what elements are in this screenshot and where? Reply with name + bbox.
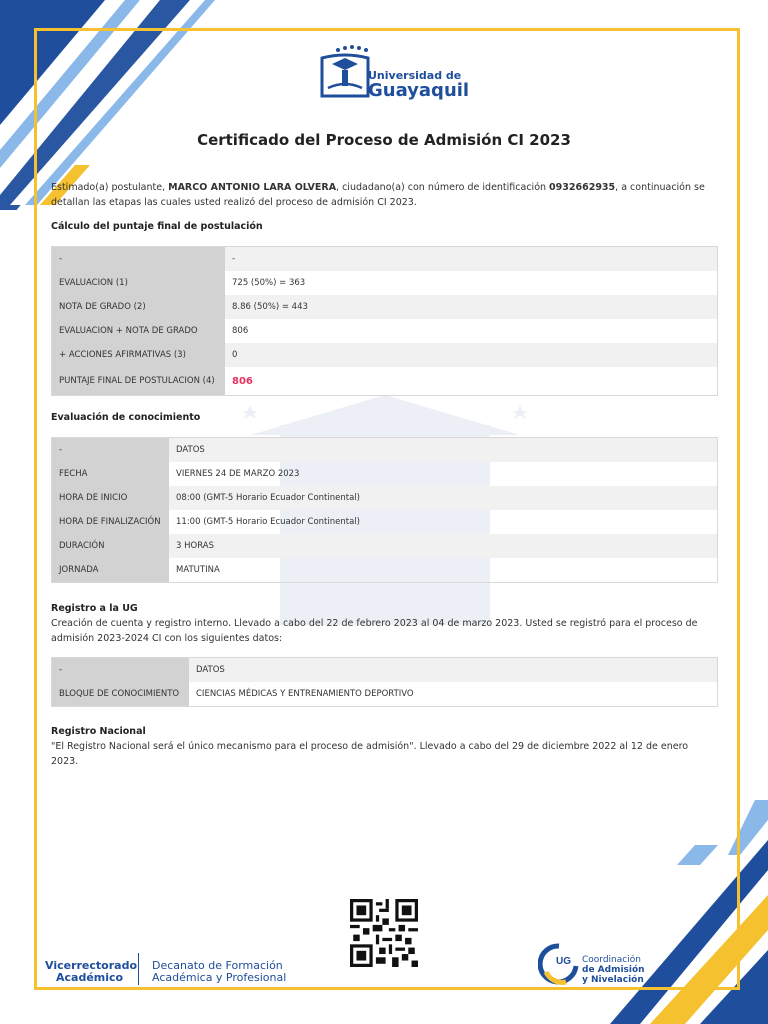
row-label: BLOQUE DE CONOCIMIENTO — [52, 682, 189, 706]
registro-ug-table — [51, 657, 718, 707]
footer-vicerrectorado-line1: Vicerrectorado — [45, 959, 137, 972]
table-row — [52, 271, 717, 295]
row-value: 725 (50%) = 363 — [232, 278, 306, 288]
table-row — [52, 682, 717, 706]
footer-coordinacion-line1: Coordinación — [582, 955, 641, 965]
intro-paragraph — [51, 180, 711, 210]
footer-vicerrectorado-line2: Académico — [56, 971, 124, 984]
table-row — [52, 319, 717, 343]
intro-suffix: , a continuación se detallan las etapas las cuales usted realizó del proceso de admisión CI 2023. — [51, 182, 705, 208]
table-row — [52, 295, 717, 319]
table-header-cell: - — [52, 658, 189, 682]
table-header-cell: - — [232, 254, 236, 264]
qr-code-icon — [350, 899, 418, 967]
registro-ug-heading: Registro a la UG — [51, 603, 138, 614]
row-value: 3 HORAS — [176, 541, 214, 551]
row-value: 08:00 (GMT-5 Horario Ecuador Continental) — [176, 493, 360, 503]
footer-coordinacion-line2: de Admisión — [582, 965, 645, 975]
table-row — [52, 343, 717, 367]
intro-prefix: Estimado(a) postulante, — [51, 182, 169, 193]
table-header-cell: DATOS — [196, 665, 225, 675]
table-row — [52, 486, 717, 510]
row-label: HORA DE FINALIZACIÓN — [52, 510, 169, 534]
row-value: VIERNES 24 DE MARZO 2023 — [176, 469, 300, 479]
row-label: PUNTAJE FINAL DE POSTULACION (4) — [52, 367, 225, 395]
row-label: + ACCIONES AFIRMATIVAS (3) — [52, 343, 225, 367]
table-header-cell: - — [52, 438, 169, 462]
footer-decanato-line1: Decanato de Formación — [152, 959, 283, 972]
footer-decanato-line2: Académica y Profesional — [152, 971, 287, 984]
registro-nacional-heading: Registro Nacional — [51, 726, 146, 737]
row-value: 806 — [232, 326, 249, 336]
eval-section-heading: Evaluación de conocimiento — [51, 412, 201, 423]
registro-ug-text: Creación de cuenta y registro interno. Llevado a cabo del 22 de febrero 2023 al 04 de marzo 2023. Usted se registró para el proceso de admisión 2023-2024 CI con los siguientes datos: — [51, 618, 698, 644]
row-value: 8.86 (50%) = 443 — [232, 302, 308, 312]
eval-table — [51, 437, 718, 583]
intro-middle: , ciudadano(a) con número de identificación — [336, 182, 550, 193]
row-label: EVALUACION (1) — [52, 271, 225, 295]
row-value: CIENCIAS MÉDICAS Y ENTRENAMIENTO DEPORTIVO — [196, 689, 414, 699]
table-header-row — [52, 658, 717, 682]
row-value: MATUTINA — [176, 565, 220, 575]
coordinacion-logo-icon — [538, 942, 580, 986]
table-header-cell: DATOS — [176, 445, 205, 455]
id-number: 0932662935 — [549, 182, 616, 193]
table-header-row — [52, 438, 717, 462]
table-row — [52, 462, 717, 486]
table-row — [52, 558, 717, 582]
row-label: EVALUACION + NOTA DE GRADO — [52, 319, 225, 343]
table-row — [52, 510, 717, 534]
row-value: 11:00 (GMT-5 Horario Ecuador Continental) — [176, 517, 360, 527]
coordinacion-logo-text: UG — [556, 956, 571, 967]
row-label: HORA DE INICIO — [52, 486, 169, 510]
final-score-value: 806 — [232, 375, 253, 387]
table-row — [52, 534, 717, 558]
footer-coordinacion-line3: y Nivelación — [582, 975, 644, 985]
table-header-row — [52, 247, 717, 271]
registro-nacional-text: "El Registro Nacional será el único mecanismo para el proceso de admisión". Llevado a cabo del 29 de diciembre 2022 al 12 de enero 2023. — [51, 741, 689, 767]
footer-divider — [138, 953, 139, 985]
table-header-cell: - — [52, 247, 225, 271]
row-label: NOTA DE GRADO (2) — [52, 295, 225, 319]
row-value: 0 — [232, 350, 238, 360]
score-table — [51, 246, 718, 396]
table-row — [52, 367, 717, 395]
applicant-name: MARCO ANTONIO LARA OLVERA — [168, 182, 337, 193]
row-label: FECHA — [52, 462, 169, 486]
logo-line2: Guayaquil — [368, 80, 470, 101]
row-label: DURACIÓN — [52, 534, 169, 558]
logo-line1: Universidad de — [368, 69, 462, 82]
page-title: Certificado del Proceso de Admisión CI 2023 — [197, 131, 571, 149]
row-label: JORNADA — [52, 558, 169, 582]
score-section-heading: Cálculo del puntaje final de postulación — [51, 221, 263, 232]
